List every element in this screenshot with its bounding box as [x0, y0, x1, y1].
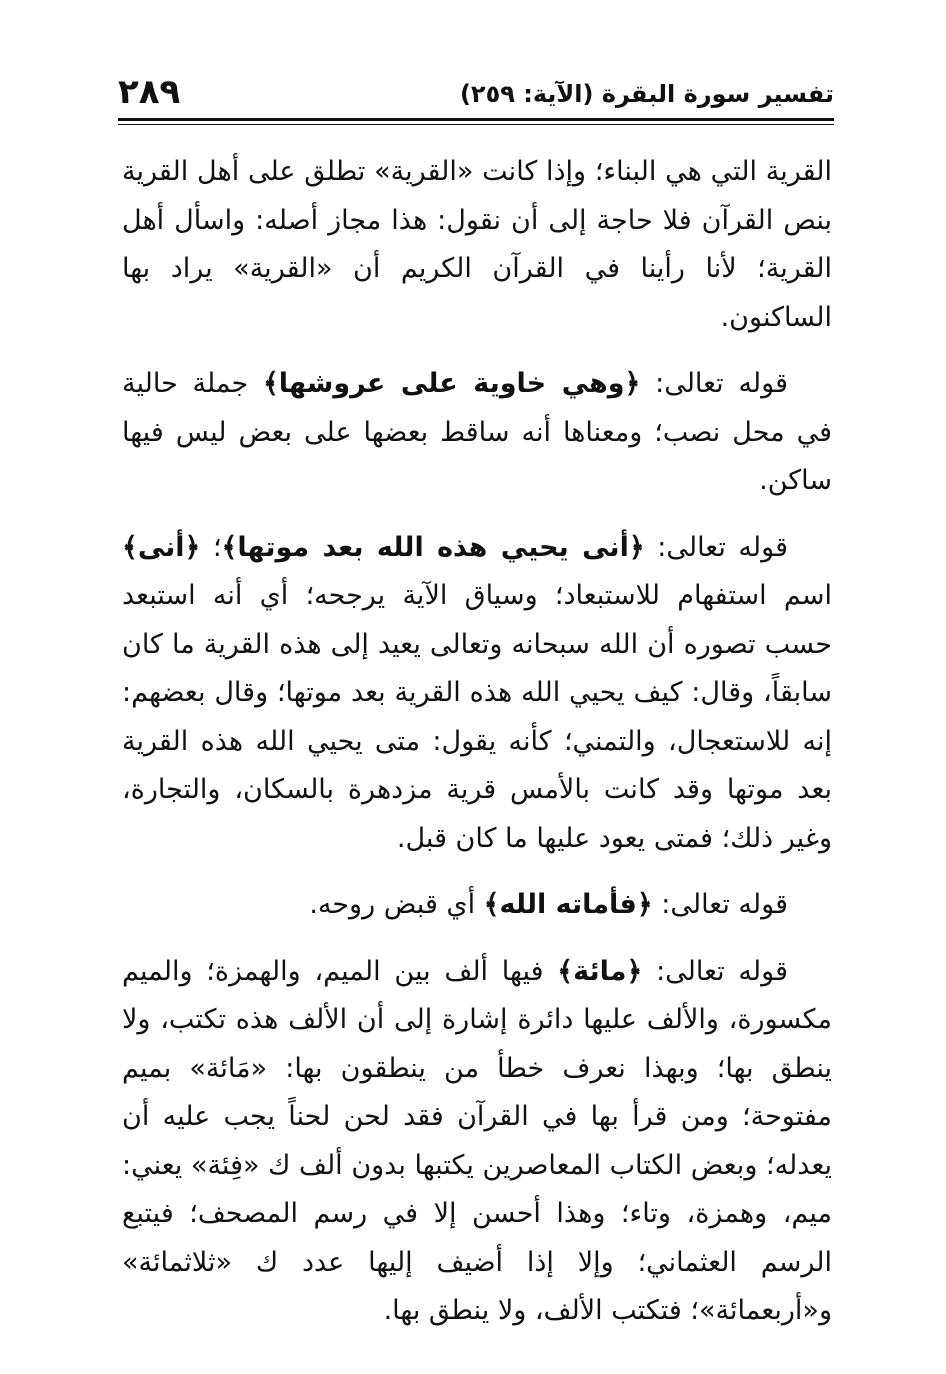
quran-quote: ﴿وهي خاوية على عروشها﴾ [262, 368, 641, 399]
body-text [122, 148, 832, 1354]
paragraph-text: جملة حالية في محل نصب؛ ومعناها أنه ساقط بعضها على بعض ليس فيها ساكن. [122, 368, 832, 496]
paragraph-text: اسم استفهام للاستبعاد؛ وسياق الآية يرجحه؛ أي أنه استبعد حسب تصوره أن الله سبحانه وتعالى يعيد إلى هذه القرية ما كان سابقاً، وقال: كيف يحيي الله هذه القرية بعد موتها؛ وقال بعضهم: إنه للاستعجال، والتمني؛ كأنه يقول: متى يحيي الله هذه القرية بعد موتها وقد كانت بالأمس قرية مزدهرة بالسكان، والتجارة، وغير ذلك؛ فمتى يعود عليها ما كان قبل. [122, 580, 832, 854]
paragraph-5 [122, 948, 832, 1336]
running-title: تفسير سورة البقرة (الآية: ٢٥٩) [459, 80, 834, 108]
paragraph-text: فيها ألف بين الميم، والهمزة؛ والميم مكسورة، والألف عليها دائرة إشارة إلى أن الألف هذه تكتب، ولا ينطق بها؛ وبهذا نعرف خطأ من ينطقون بها: «مَائة» بميم مفتوحة؛ ومن قرأ بها في القرآن فقد لحن لحناً يجب عليه أن يعدله؛ وبعض الكتاب المعاصرين يكتبها بدون ألف ك «فِئة» يعني: ميم، وهمزة، وتاء؛ وهذا أحسن إلا في رسم المصحف؛ فيتبع الرسم العثماني؛ وإلا إذا أضيف إليها عدد ك «ثلاثمائة» و«أربعمائة»؛ فتكتب الألف، ولا ينطق بها. [122, 955, 832, 1326]
paragraph-text: ؛ [200, 531, 222, 563]
quran-quote: ﴿أنى﴾ [122, 531, 201, 563]
paragraph-4 [122, 881, 832, 930]
page-number: ٢٨٩ [118, 72, 181, 112]
quran-quote: ﴿مائة﴾ [557, 955, 643, 987]
paragraph-3 [122, 524, 832, 864]
paragraph-text: قوله تعالى: [644, 531, 788, 563]
paragraph-2 [122, 360, 832, 506]
header-rule-thin [118, 124, 834, 125]
header-rule-thick [118, 118, 834, 121]
quran-quote: ﴿أنى يحيي هذه الله بعد موتها﴾ [221, 531, 645, 563]
quran-quote: ﴿فأماته الله﴾ [483, 889, 653, 920]
paragraph-text: القرية التي هي البناء؛ وإذا كانت «القرية» تطلق على أهل القرية بنص القرآن فلا حاجة إلى أن نقول: هذا مجاز أصله: واسأل أهل القرية؛ لأنا رأينا في القرآن الكريم أن «القرية» يراد بها الساكنون. [122, 156, 832, 333]
paragraph-1 [122, 148, 832, 342]
paragraph-text: أي قبض روحه. [309, 889, 484, 920]
paragraph-text: قوله تعالى: [642, 955, 788, 987]
paragraph-text: قوله تعالى: [652, 889, 788, 920]
paragraph-text: قوله تعالى: [640, 368, 789, 399]
page-header [118, 72, 834, 118]
